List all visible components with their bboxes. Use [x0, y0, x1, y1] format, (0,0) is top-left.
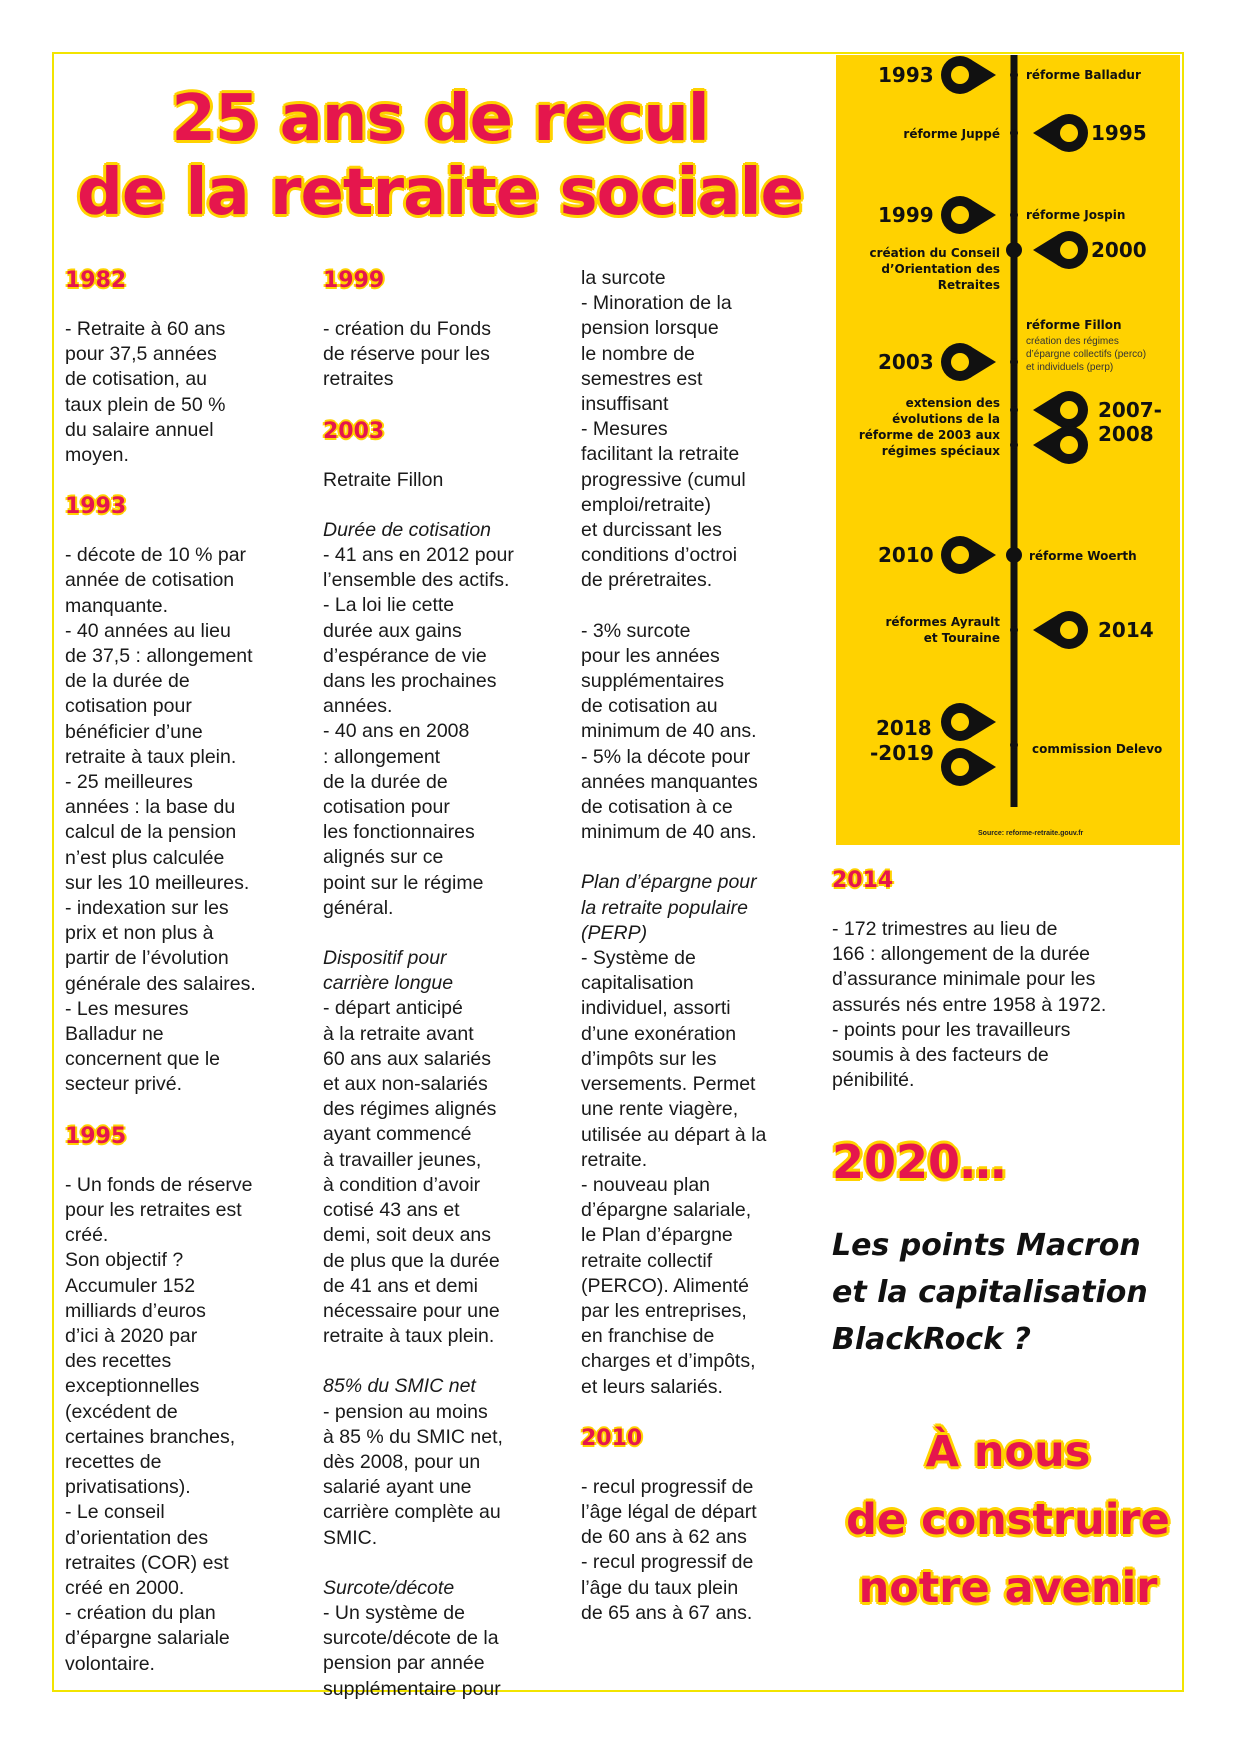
marker-1993: [941, 55, 1000, 95]
text-line: soumis à des facteurs de: [832, 1044, 1049, 1067]
text-line: et durcissant les: [581, 519, 722, 542]
text-line: années : la base du: [65, 796, 236, 819]
text-line: individuel, assorti: [581, 997, 731, 1020]
text-line: - création du plan: [65, 1602, 216, 1625]
text-line: - recul progressif de: [581, 1551, 754, 1574]
text-line: charges et d’impôts,: [581, 1350, 756, 1373]
text-line: utilisée au départ à la: [581, 1123, 767, 1146]
text-line: secteur privé.: [65, 1073, 183, 1096]
timeline-markers-right: [1033, 114, 1088, 649]
section-1982: [65, 317, 305, 468]
text-line: 60 ans aux salariés: [323, 1047, 492, 1070]
slogan-line-3: notre avenir: [858, 1563, 1158, 1613]
text-line: de la durée de: [65, 670, 190, 693]
text-line: volontaire.: [65, 1652, 155, 1675]
section-2010: [581, 1475, 826, 1626]
text-line: de réserve pour les: [323, 343, 490, 366]
text-line: - nouveau plan: [581, 1173, 711, 1196]
slogan-line-1: À nous: [925, 1427, 1091, 1477]
text-line: régimes spéciaux: [881, 444, 1000, 458]
tl-label-extension: [850, 395, 1000, 459]
section-1995: [65, 1173, 305, 1677]
text-line: les fonctionnaires: [323, 821, 475, 844]
text-line: année de cotisation: [65, 569, 235, 592]
question-line-2: et la capitalisation: [832, 1275, 1148, 1310]
text-line: prix et non plus à: [65, 922, 214, 945]
year-heading-2014: 2014: [832, 868, 894, 893]
text-line: - 3% surcote: [581, 619, 691, 642]
slogan-line-2: de construire: [846, 1495, 1170, 1545]
section-perp: [581, 946, 826, 1400]
question-block: [832, 1222, 1182, 1363]
text-line: Dispositif pour: [323, 947, 447, 970]
text-line: d’épargne collectifs (perco): [1026, 349, 1147, 360]
tl-year-2018: 2018: [876, 716, 932, 740]
year-heading-2003: 2003: [323, 418, 385, 444]
text-line: créé.: [65, 1224, 109, 1247]
year-heading-1999: 1999: [323, 268, 385, 293]
tl-year-2007: 2007-: [1098, 398, 1162, 422]
text-line: nécessaire pour une: [323, 1299, 500, 1322]
text-line: (PERCO). Alimenté: [581, 1274, 749, 1297]
title-line-1: 25 ans de recul: [171, 82, 709, 156]
text-line: bénéficier d’une: [65, 720, 203, 743]
text-line: manquante.: [65, 594, 168, 617]
text-line: à condition d’avoir: [323, 1173, 481, 1196]
text-line: la surcote: [581, 267, 666, 289]
text-line: pour les retraites est: [65, 1198, 242, 1221]
text-line: - 40 années au lieu: [65, 619, 231, 642]
section-2014: [832, 917, 1182, 1093]
tl-label-jospin: réforme Jospin: [1026, 208, 1126, 222]
marker-2007: [1033, 391, 1088, 429]
text-line: carrière longue: [323, 972, 454, 995]
marker-2008: [1033, 426, 1088, 464]
text-line: Retraites: [937, 278, 1000, 292]
column-2: [323, 267, 563, 1702]
text-line: minimum de 40 ans.: [581, 821, 757, 844]
text-line: milliards d’euros: [65, 1299, 206, 1322]
text-line: de cotisation au: [581, 695, 718, 718]
text-line: dès 2008, pour un: [323, 1450, 481, 1473]
text-line: dans les prochaines: [323, 670, 497, 693]
text-line: versements. Permet: [581, 1073, 756, 1096]
text-line: (excédent de: [65, 1400, 178, 1423]
text-line: - 40 ans en 2008: [323, 720, 470, 743]
text-line: - Le conseil: [65, 1501, 165, 1524]
text-line: cotisation pour: [323, 796, 450, 819]
text-line: à la retraite avant: [323, 1022, 474, 1045]
text-line: de plus que la durée: [323, 1249, 500, 1272]
text-line: supplémentaire pour: [323, 1677, 501, 1700]
text-line: SMIC.: [323, 1526, 378, 1549]
text-line: - Système de: [581, 947, 696, 970]
text-line: en franchise de: [581, 1325, 715, 1348]
fillon-heading: Retraite Fillon: [323, 468, 444, 491]
text-line: d’Orientation des: [881, 262, 1000, 276]
tl-label-fillon-sub: [1026, 335, 1176, 374]
text-line: d’ici à 2020 par: [65, 1324, 198, 1347]
tl-source: Source: reforme-retraite.gouv.fr: [978, 830, 1084, 837]
text-line: et individuels (perp): [1026, 362, 1114, 373]
marker-2019: [941, 748, 996, 786]
section-duree: [323, 543, 563, 921]
timeline-infographic: [836, 55, 1180, 845]
text-line: retraite à taux plein.: [65, 745, 237, 768]
tl-year-2010: 2010: [878, 543, 934, 567]
text-line: d’épargne salariale: [65, 1627, 230, 1650]
text-line: - pension au moins: [323, 1400, 488, 1423]
text-line: cotisé 43 ans et: [323, 1199, 460, 1222]
text-line: général.: [323, 896, 394, 919]
text-line: et Touraine: [923, 631, 1000, 645]
text-line: années.: [323, 695, 393, 718]
text-line: (PERP): [581, 921, 648, 944]
text-line: des régimes alignés: [323, 1098, 497, 1121]
tl-label-balladur: réforme Balladur: [1026, 68, 1141, 82]
text-line: retraites: [323, 368, 394, 391]
text-line: sur les 10 meilleures.: [65, 871, 250, 894]
text-line: certaines branches,: [65, 1425, 236, 1448]
tl-label-delevo: commission Delevo: [1032, 742, 1163, 756]
text-line: - 41 ans en 2012 pour: [323, 544, 514, 567]
column-4: [832, 867, 1182, 1093]
tl-year-2008: 2008: [1098, 422, 1154, 446]
text-line: créé en 2000.: [65, 1576, 185, 1599]
section-surcote-percent: [581, 619, 826, 846]
text-line: minimum de 40 ans.: [581, 720, 757, 743]
text-line: pénibilité.: [832, 1069, 915, 1092]
text-line: l’âge légal de départ: [581, 1500, 757, 1523]
text-line: du salaire annuel: [65, 418, 214, 441]
text-line: à 85 % du SMIC net,: [323, 1425, 503, 1448]
text-line: progressive (cumul: [581, 468, 746, 491]
text-line: : allongement: [323, 745, 441, 768]
text-line: d’impôts sur les: [581, 1047, 717, 1070]
dispositif-heading: [323, 946, 563, 996]
text-line: carrière complète au: [323, 1501, 501, 1524]
text-line: une rente viagère,: [581, 1098, 739, 1121]
text-line: retraites (COR) est: [65, 1551, 229, 1574]
marker-2010: [941, 536, 996, 574]
text-line: calcul de la pension: [65, 821, 237, 844]
text-line: l’ensemble des actifs.: [323, 569, 510, 592]
year-heading-2010: 2010: [581, 1425, 643, 1451]
text-line: - 5% la décote pour: [581, 745, 751, 768]
text-line: privatisations).: [65, 1476, 191, 1499]
text-line: - 172 trimestres au lieu de: [832, 918, 1058, 940]
text-line: - points pour les travailleurs: [832, 1018, 1071, 1041]
text-line: d’orientation des: [65, 1526, 209, 1549]
text-line: de 41 ans et demi: [323, 1274, 479, 1297]
slogan: [828, 1418, 1188, 1622]
text-line: extension des: [905, 396, 1000, 410]
tl-year-2003: 2003: [878, 350, 934, 374]
text-line: retraite à taux plein.: [323, 1325, 495, 1348]
perp-heading: [581, 870, 826, 946]
title-line-2: de la retraite sociale: [77, 156, 803, 230]
text-line: de la durée de: [323, 770, 448, 793]
text-line: par les entreprises,: [581, 1299, 747, 1322]
text-line: retraite collectif: [581, 1249, 713, 1272]
tl-year-1995: 1995: [1091, 121, 1147, 145]
text-line: pour 37,5 années: [65, 343, 217, 366]
year-heading-1995: 1995: [65, 1123, 127, 1149]
text-line: de cotisation, au: [65, 368, 208, 391]
text-line: salarié ayant une: [323, 1476, 472, 1499]
year-heading-1982: 1982: [65, 268, 127, 293]
tl-label-juppe: réforme Juppé: [903, 127, 1000, 141]
marker-1999: [941, 196, 996, 234]
text-line: Accumuler 152: [65, 1274, 196, 1297]
section-dispositif: [323, 996, 563, 1349]
text-line: cotisation pour: [65, 695, 192, 718]
text-line: - Minoration de la: [581, 292, 732, 315]
text-line: - indexation sur les: [65, 897, 229, 920]
text-line: le nombre de: [581, 342, 695, 365]
marker-2003: [941, 343, 996, 381]
smic-heading: 85% du SMIC net: [323, 1375, 476, 1398]
text-line: d’espérance de vie: [323, 644, 487, 667]
year-heading-1993: 1993: [65, 494, 127, 520]
text-line: durée aux gains: [323, 619, 462, 642]
text-line: générale des salaires.: [65, 972, 256, 995]
question-line-3: BlackRock ?: [832, 1322, 1031, 1357]
text-line: d’épargne salariale,: [581, 1199, 752, 1222]
big-2020: 2020…: [832, 1135, 1007, 1189]
text-line: - recul progressif de: [581, 1475, 754, 1498]
text-line: partir de l’évolution: [65, 947, 229, 970]
text-line: création du Conseil: [869, 246, 1000, 260]
text-line: de cotisation à ce: [581, 796, 733, 819]
text-line: conditions d’octroi: [581, 544, 738, 567]
text-line: et leurs salariés.: [581, 1375, 723, 1398]
text-line: insuffisant: [581, 393, 669, 416]
text-line: moyen.: [65, 444, 129, 467]
text-line: point sur le régime: [323, 871, 484, 894]
section-surcote-cont: [581, 266, 826, 594]
text-line: capitalisation: [581, 972, 694, 995]
text-line: alignés sur ce: [323, 846, 444, 869]
text-line: Balladur ne: [65, 1023, 164, 1046]
text-line: - création du Fonds: [323, 318, 492, 340]
tl-year-2000: 2000: [1091, 238, 1147, 262]
text-line: retraite.: [581, 1148, 648, 1171]
text-line: la retraite populaire: [581, 896, 748, 919]
column-1: [65, 267, 305, 1677]
text-line: de 65 ans à 67 ans.: [581, 1601, 753, 1624]
tl-label-ayrault: [850, 614, 1000, 646]
text-line: 166 : allongement de la durée: [832, 943, 1091, 966]
text-line: ayant commencé: [323, 1123, 472, 1146]
text-line: - Retraite à 60 ans: [65, 318, 226, 340]
text-line: - départ anticipé: [323, 997, 463, 1020]
section-1993: [65, 543, 305, 1097]
text-line: de préretraites.: [581, 569, 713, 592]
text-line: Son objectif ?: [65, 1249, 184, 1272]
text-line: n’est plus calculée: [65, 846, 225, 869]
marker-1995: [1033, 114, 1088, 152]
text-line: Plan d’épargne pour: [581, 871, 757, 894]
text-line: demi, soit deux ans: [323, 1224, 492, 1247]
tl-year-2019: -2019: [870, 741, 934, 765]
tl-label-conseil: [860, 245, 1000, 293]
text-line: d’assurance minimale pour les: [832, 968, 1096, 991]
surcote-heading: Surcote/décote: [323, 1576, 455, 1599]
text-line: le Plan d’épargne: [581, 1224, 733, 1247]
text-line: années manquantes: [581, 770, 758, 793]
text-line: à travailler jeunes,: [323, 1148, 482, 1171]
text-line: et aux non-salariés: [323, 1073, 488, 1096]
text-line: semestres est: [581, 367, 703, 390]
text-line: surcote/décote de la: [323, 1627, 499, 1650]
duree-heading: Durée de cotisation: [323, 518, 492, 541]
text-line: création des régimes: [1026, 336, 1119, 347]
section-smic: [323, 1400, 563, 1551]
text-line: pension lorsque: [581, 317, 719, 340]
text-line: - Mesures: [581, 418, 668, 441]
text-line: emploi/retraite): [581, 493, 712, 516]
text-line: - Un système de: [323, 1601, 465, 1624]
text-line: recettes de: [65, 1450, 162, 1473]
tl-label-fillon: réforme Fillon: [1026, 318, 1122, 332]
tl-label-woerth: réforme Woerth: [1029, 549, 1137, 563]
question-line-1: Les points Macron: [832, 1228, 1141, 1263]
tl-year-1993: 1993: [878, 63, 934, 87]
tl-year-1999: 1999: [878, 203, 934, 227]
text-line: des recettes: [65, 1350, 172, 1373]
text-line: réformes Ayrault: [885, 615, 1000, 629]
text-line: - La loi lie cette: [323, 594, 455, 617]
text-line: - Un fonds de réserve: [65, 1173, 253, 1196]
column-3: [581, 266, 826, 1626]
text-line: exceptionnelles: [65, 1375, 200, 1398]
text-line: assurés nés entre 1958 à 1972.: [832, 993, 1107, 1016]
text-line: - 25 meilleures: [65, 771, 193, 794]
text-line: taux plein de 50 %: [65, 393, 226, 416]
page-title: [60, 82, 820, 230]
text-line: pension par année: [323, 1652, 485, 1675]
text-line: supplémentaires: [581, 670, 725, 693]
tl-year-2014: 2014: [1098, 618, 1154, 642]
text-line: - Les mesures: [65, 997, 189, 1020]
text-line: réforme de 2003 aux: [858, 428, 1000, 442]
marker-2014: [1033, 611, 1088, 649]
text-line: concernent que le: [65, 1048, 221, 1071]
marker-2018: [941, 703, 996, 741]
text-line: de 37,5 : allongement: [65, 645, 253, 668]
section-surcote: [323, 1601, 563, 1702]
text-line: d’une exonération: [581, 1022, 737, 1045]
text-line: de 60 ans à 62 ans: [581, 1526, 747, 1549]
text-line: facilitant la retraite: [581, 443, 740, 466]
text-line: l’âge du taux plein: [581, 1576, 739, 1599]
text-line: pour les années: [581, 644, 720, 667]
text-line: - décote de 10 % par: [65, 544, 247, 567]
section-1999: [323, 317, 563, 393]
marker-2000: [1033, 231, 1088, 269]
text-line: évolutions de la: [892, 412, 1000, 426]
